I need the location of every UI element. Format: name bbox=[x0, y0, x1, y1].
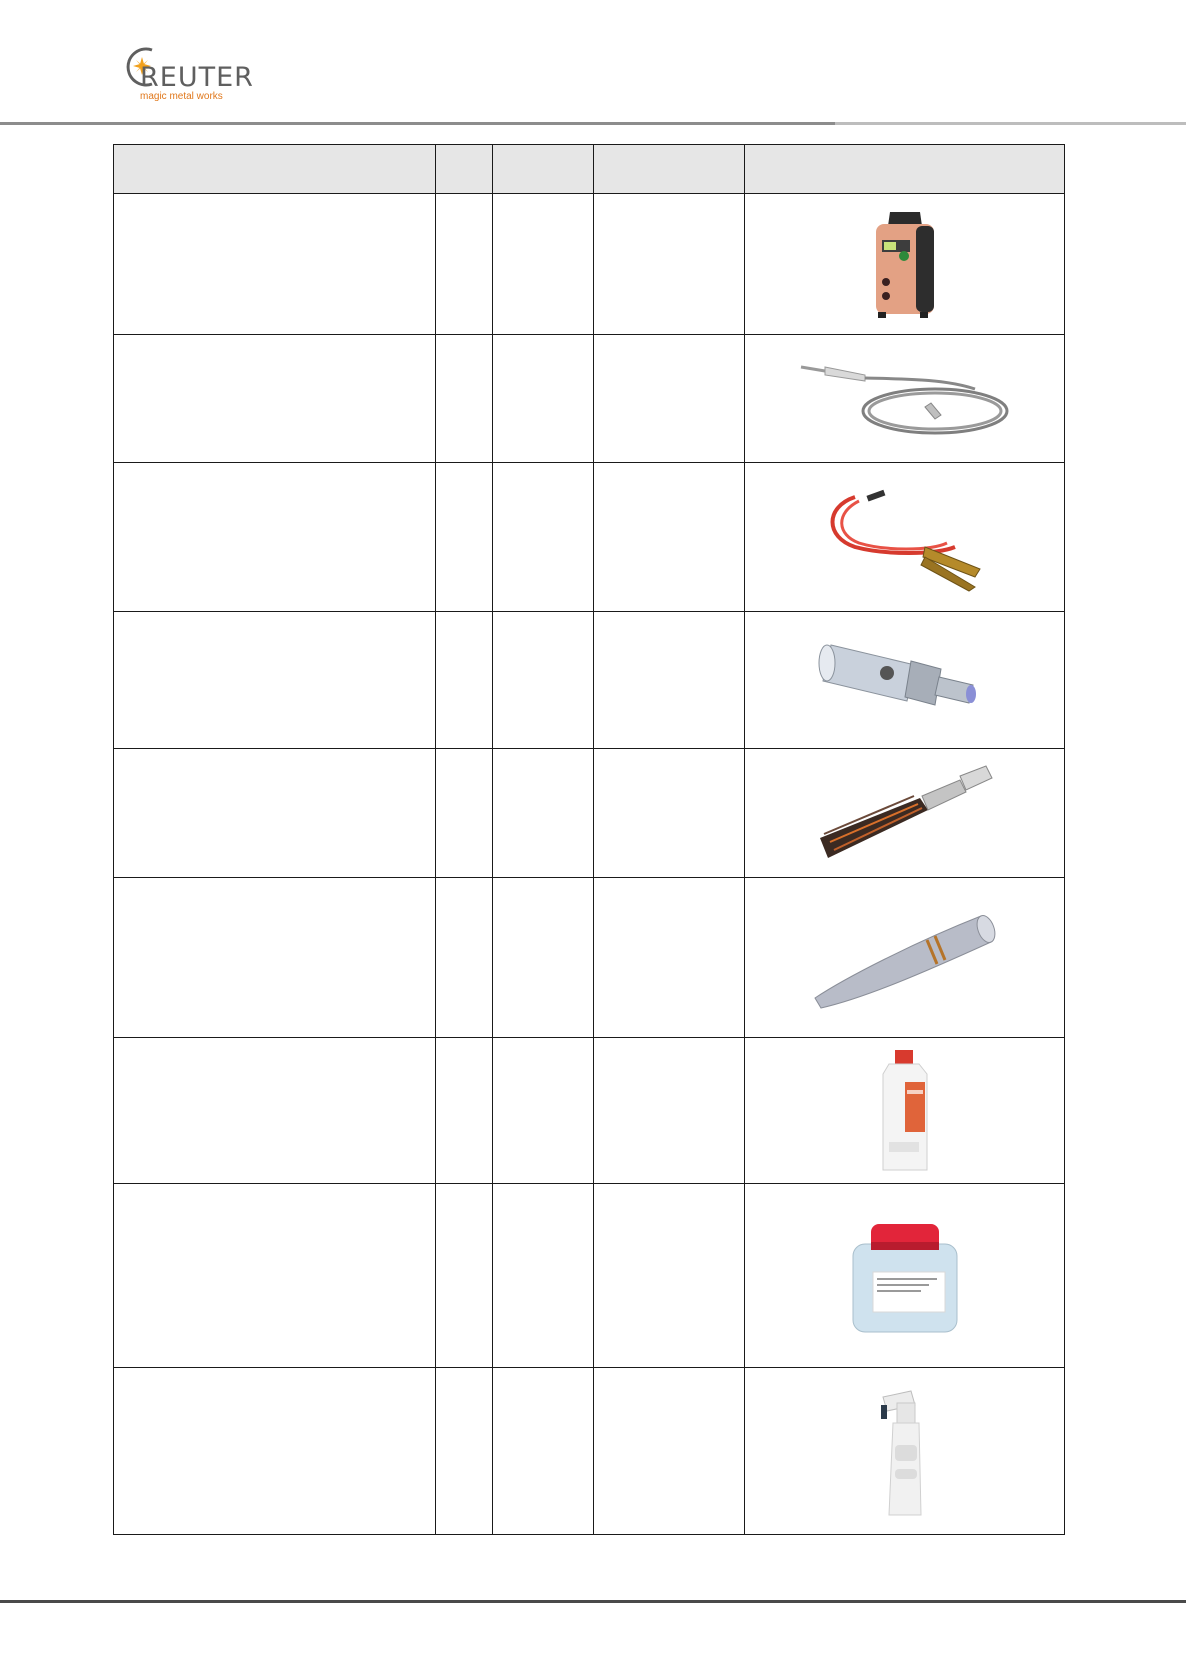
handpiece-with-coiled-cable-icon bbox=[795, 349, 1015, 449]
table-cell bbox=[594, 1368, 745, 1535]
table-cell bbox=[114, 749, 436, 878]
product-image-cell bbox=[745, 749, 1065, 878]
table-cell bbox=[594, 612, 745, 749]
table-cell bbox=[114, 194, 436, 335]
brand-tagline: magic metal works bbox=[140, 91, 223, 102]
table-cell bbox=[493, 1368, 594, 1535]
table-cell bbox=[493, 463, 594, 612]
table-cell bbox=[594, 194, 745, 335]
header-cell bbox=[594, 145, 745, 194]
table-cell bbox=[436, 612, 493, 749]
table-cell bbox=[436, 749, 493, 878]
table-cell bbox=[594, 1038, 745, 1184]
header-cell bbox=[436, 145, 493, 194]
table-cell bbox=[493, 335, 594, 463]
table-cell bbox=[436, 1184, 493, 1368]
table-row bbox=[114, 335, 1065, 463]
product-image-cell bbox=[745, 194, 1065, 335]
header-divider-fade bbox=[835, 122, 1186, 125]
table-row bbox=[114, 1368, 1065, 1535]
product-image-cell bbox=[745, 1038, 1065, 1184]
table-cell bbox=[594, 335, 745, 463]
table-cell bbox=[594, 463, 745, 612]
metal-nozzle-tip-icon bbox=[805, 898, 1005, 1018]
table-cell bbox=[436, 1038, 493, 1184]
product-image-cell bbox=[745, 335, 1065, 463]
table-cell bbox=[594, 878, 745, 1038]
table-cell bbox=[114, 878, 436, 1038]
table-cell bbox=[493, 878, 594, 1038]
product-image-cell bbox=[745, 1184, 1065, 1368]
welding-power-unit-icon bbox=[860, 204, 950, 324]
table-header-row bbox=[114, 145, 1065, 194]
table-cell bbox=[436, 878, 493, 1038]
table-row bbox=[114, 463, 1065, 612]
red-ground-clamp-cable-icon bbox=[815, 477, 995, 597]
footer-divider bbox=[0, 1600, 1186, 1603]
table-cell bbox=[114, 1038, 436, 1184]
cleaner-bottle-icon bbox=[875, 1048, 935, 1174]
table-cell bbox=[493, 194, 594, 335]
parts-table bbox=[113, 144, 1065, 1535]
table-cell bbox=[594, 1184, 745, 1368]
table-row bbox=[114, 878, 1065, 1038]
table-cell bbox=[493, 612, 594, 749]
product-image-cell bbox=[745, 878, 1065, 1038]
table-cell bbox=[114, 1184, 436, 1368]
table-cell bbox=[436, 463, 493, 612]
table-cell bbox=[114, 1368, 436, 1535]
table-cell bbox=[436, 194, 493, 335]
header-cell bbox=[493, 145, 594, 194]
table-cell bbox=[114, 335, 436, 463]
table-cell bbox=[114, 612, 436, 749]
table-cell bbox=[594, 749, 745, 878]
table-row bbox=[114, 749, 1065, 878]
metal-adapter-sleeve-icon bbox=[815, 625, 995, 735]
spray-bottle-icon bbox=[875, 1381, 935, 1521]
brush-electrode-icon bbox=[810, 758, 1000, 868]
table-cell bbox=[493, 1038, 594, 1184]
table-cell bbox=[436, 335, 493, 463]
table-row bbox=[114, 1038, 1065, 1184]
product-image-cell bbox=[745, 1368, 1065, 1535]
header-cell bbox=[114, 145, 436, 194]
table-row bbox=[114, 612, 1065, 749]
table-cell bbox=[493, 1184, 594, 1368]
table-row bbox=[114, 194, 1065, 335]
table-cell bbox=[436, 1368, 493, 1535]
electrolyte-canister-icon bbox=[845, 1216, 965, 1336]
brand-name: REUTER bbox=[140, 62, 254, 93]
header-cell bbox=[745, 145, 1065, 194]
table-cell bbox=[114, 463, 436, 612]
table-row bbox=[114, 1184, 1065, 1368]
product-image-cell bbox=[745, 463, 1065, 612]
table-cell bbox=[493, 749, 594, 878]
product-image-cell bbox=[745, 612, 1065, 749]
